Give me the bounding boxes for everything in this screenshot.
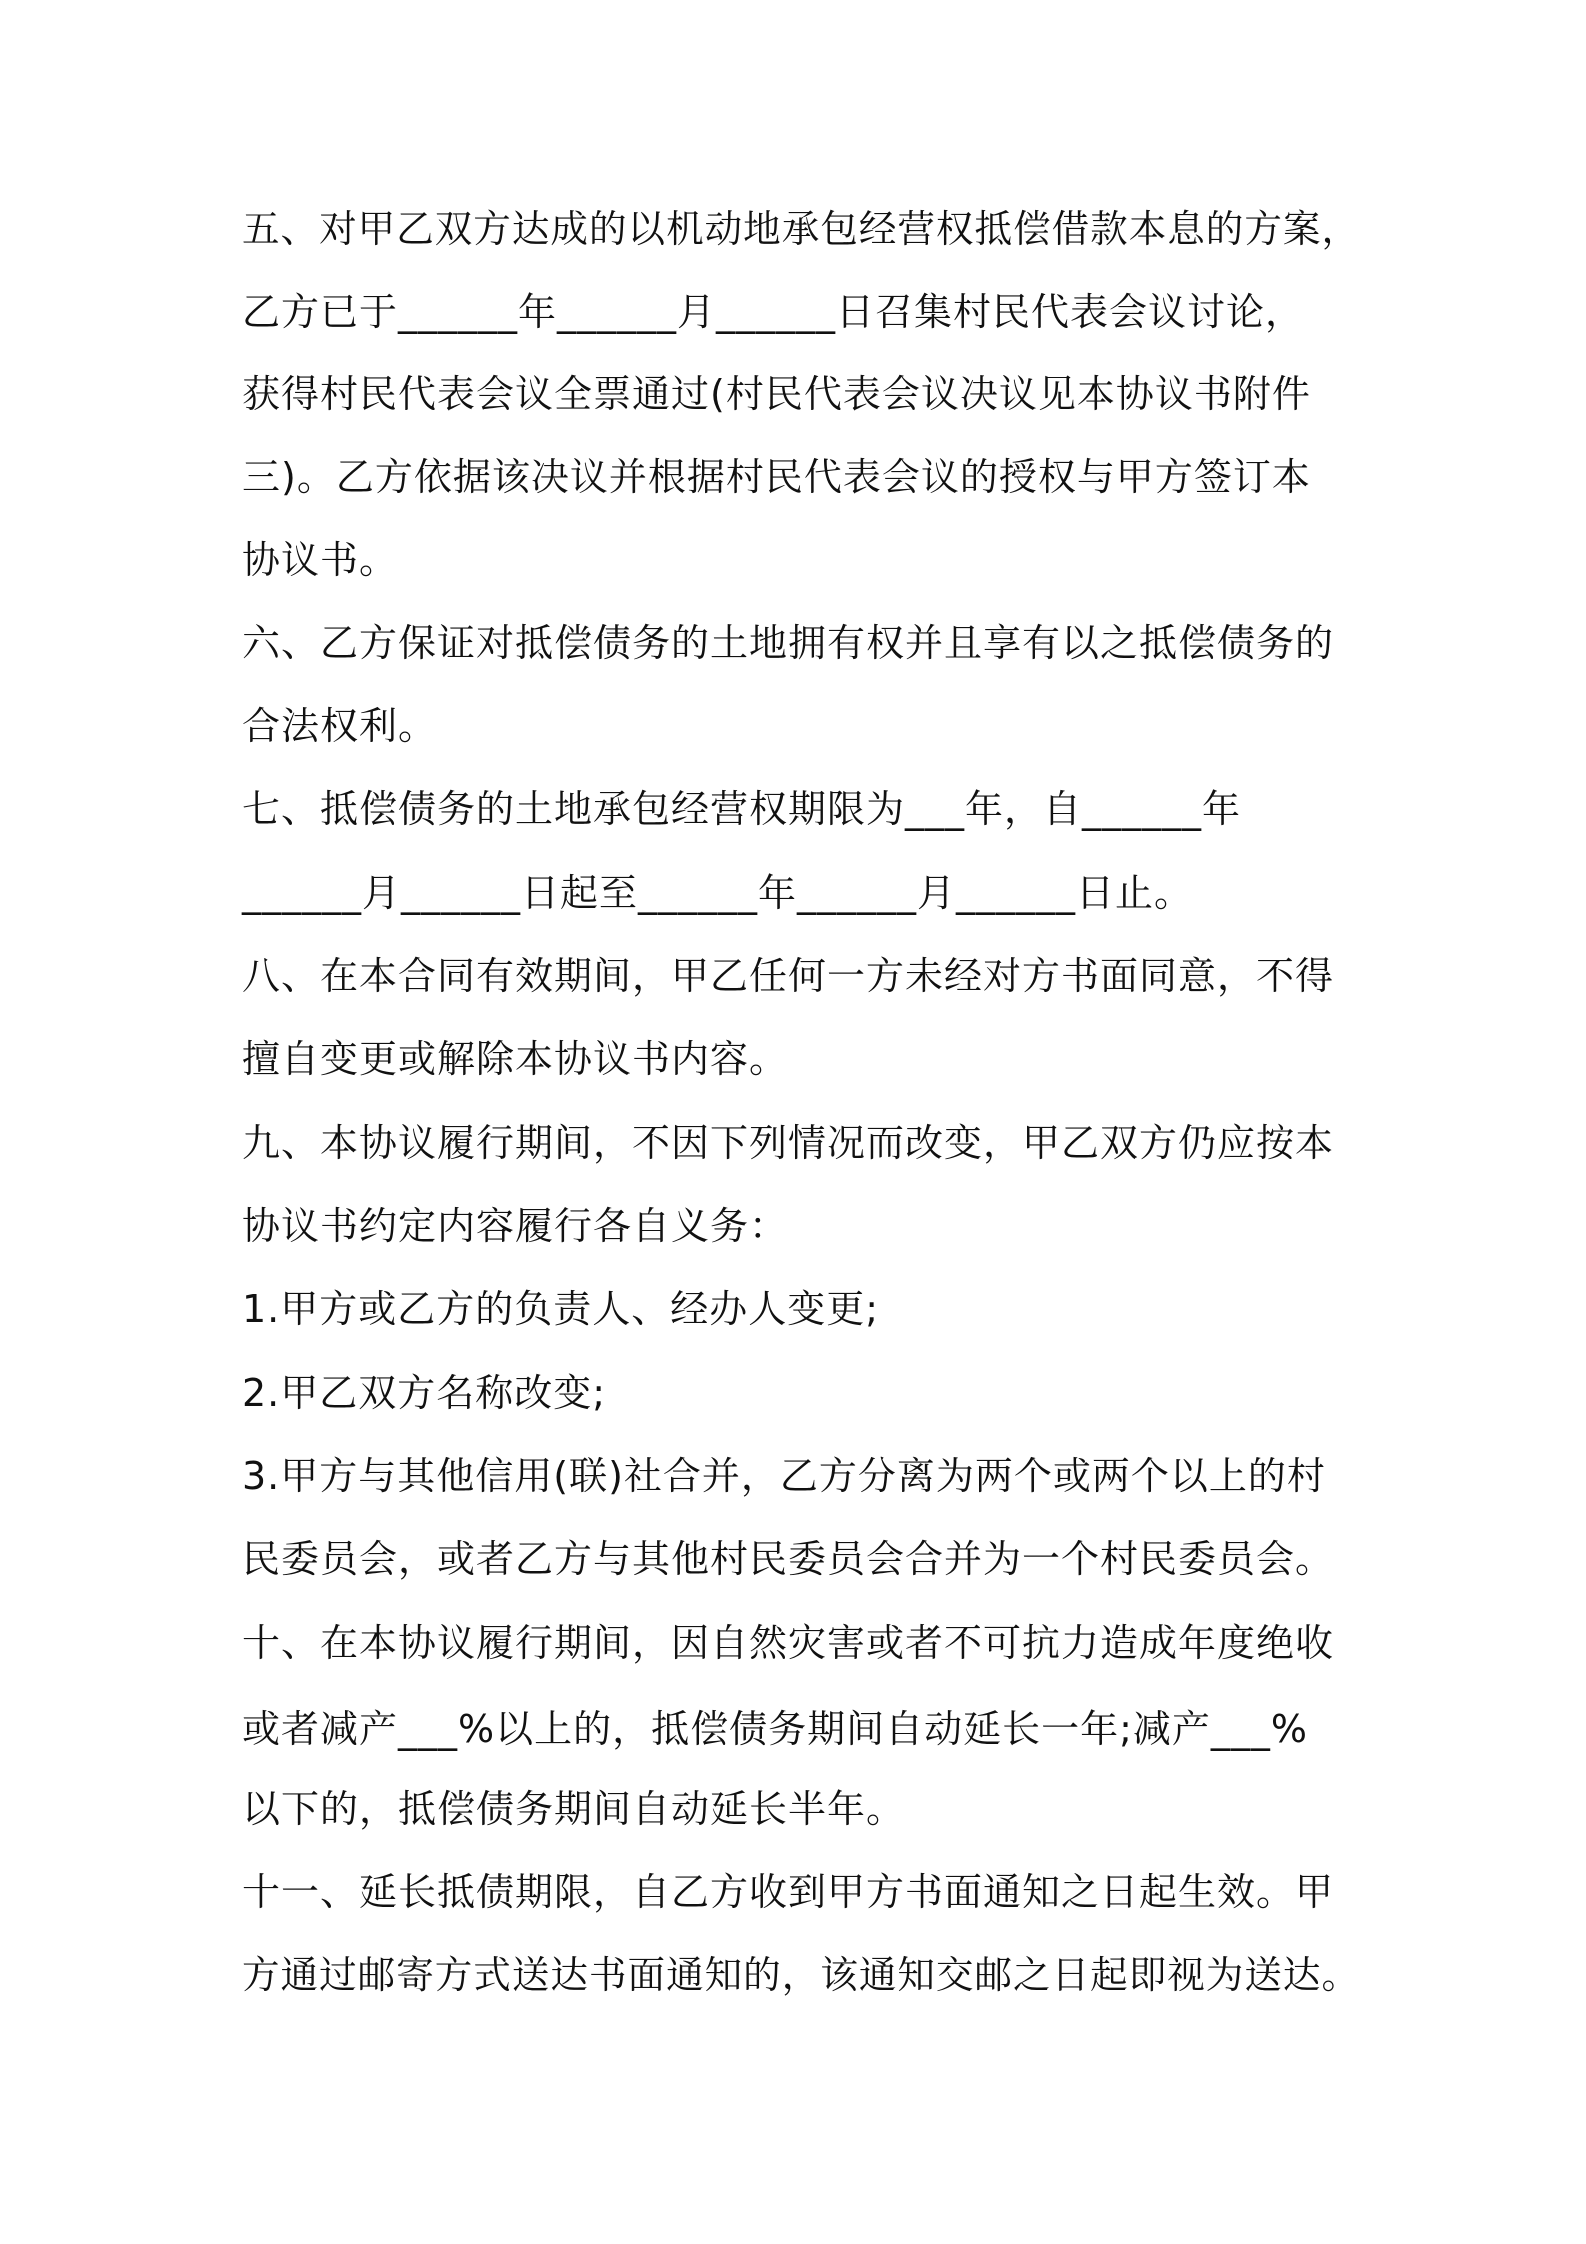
text-line: 十、在本协议履行期间，因自然灾害或者不可抗力造成年度绝收 — [242, 1621, 1335, 1665]
text-line: 民委员会，或者乙方与其他村民委员会合并为一个村民委员会。 — [242, 1537, 1335, 1581]
text-line: 协议书约定内容履行各自义务： — [242, 1204, 789, 1248]
text-line: ______月______日起至______年______月______日止。 — [242, 871, 1194, 915]
text-line: 五、对甲乙双方达成的以机动地承包经营权抵偿借款本息的方案， — [242, 207, 1361, 251]
text-line: 2.甲乙双方名称改变; — [242, 1371, 607, 1415]
text-line: 获得村民代表会议全票通过(村民代表会议决议见本协议书附件 — [242, 372, 1311, 416]
text-line: 以下的，抵偿债务期间自动延长半年。 — [242, 1787, 906, 1831]
text-line: 3.甲方与其他信用(联)社合并，乙方分离为两个或两个以上的村 — [242, 1454, 1326, 1498]
text-line: 1.甲方或乙方的负责人、经办人变更; — [242, 1287, 880, 1331]
text-line: 十一、延长抵债期限，自乙方收到甲方书面通知之日起生效。甲 — [242, 1870, 1335, 1914]
text-line: 合法权利。 — [242, 704, 438, 748]
text-line: 七、抵偿债务的土地承包经营权期限为___年，自______年 — [242, 787, 1242, 831]
text-line: 乙方已于______年______月______日召集村民代表会议讨论， — [242, 290, 1305, 334]
text-line: 三)。乙方依据该决议并根据村民代表会议的授权与甲方签订本 — [242, 455, 1311, 499]
text-line: 八、在本合同有效期间，甲乙任何一方未经对方书面同意，不得 — [242, 954, 1335, 998]
text-line: 擅自变更或解除本协议书内容。 — [242, 1037, 789, 1081]
text-line: 六、乙方保证对抵偿债务的土地拥有权并且享有以之抵偿债务的 — [242, 621, 1335, 665]
text-line: 协议书。 — [242, 538, 399, 582]
text-line: 方通过邮寄方式送达书面通知的，该通知交邮之日起即视为送达。 — [242, 1953, 1361, 1997]
text-line: 或者减产___%以上的，抵偿债务期间自动延长一年;减产___% — [242, 1707, 1309, 1751]
text-line: 九、本协议履行期间，不因下列情况而改变，甲乙双方仍应按本 — [242, 1121, 1335, 1165]
